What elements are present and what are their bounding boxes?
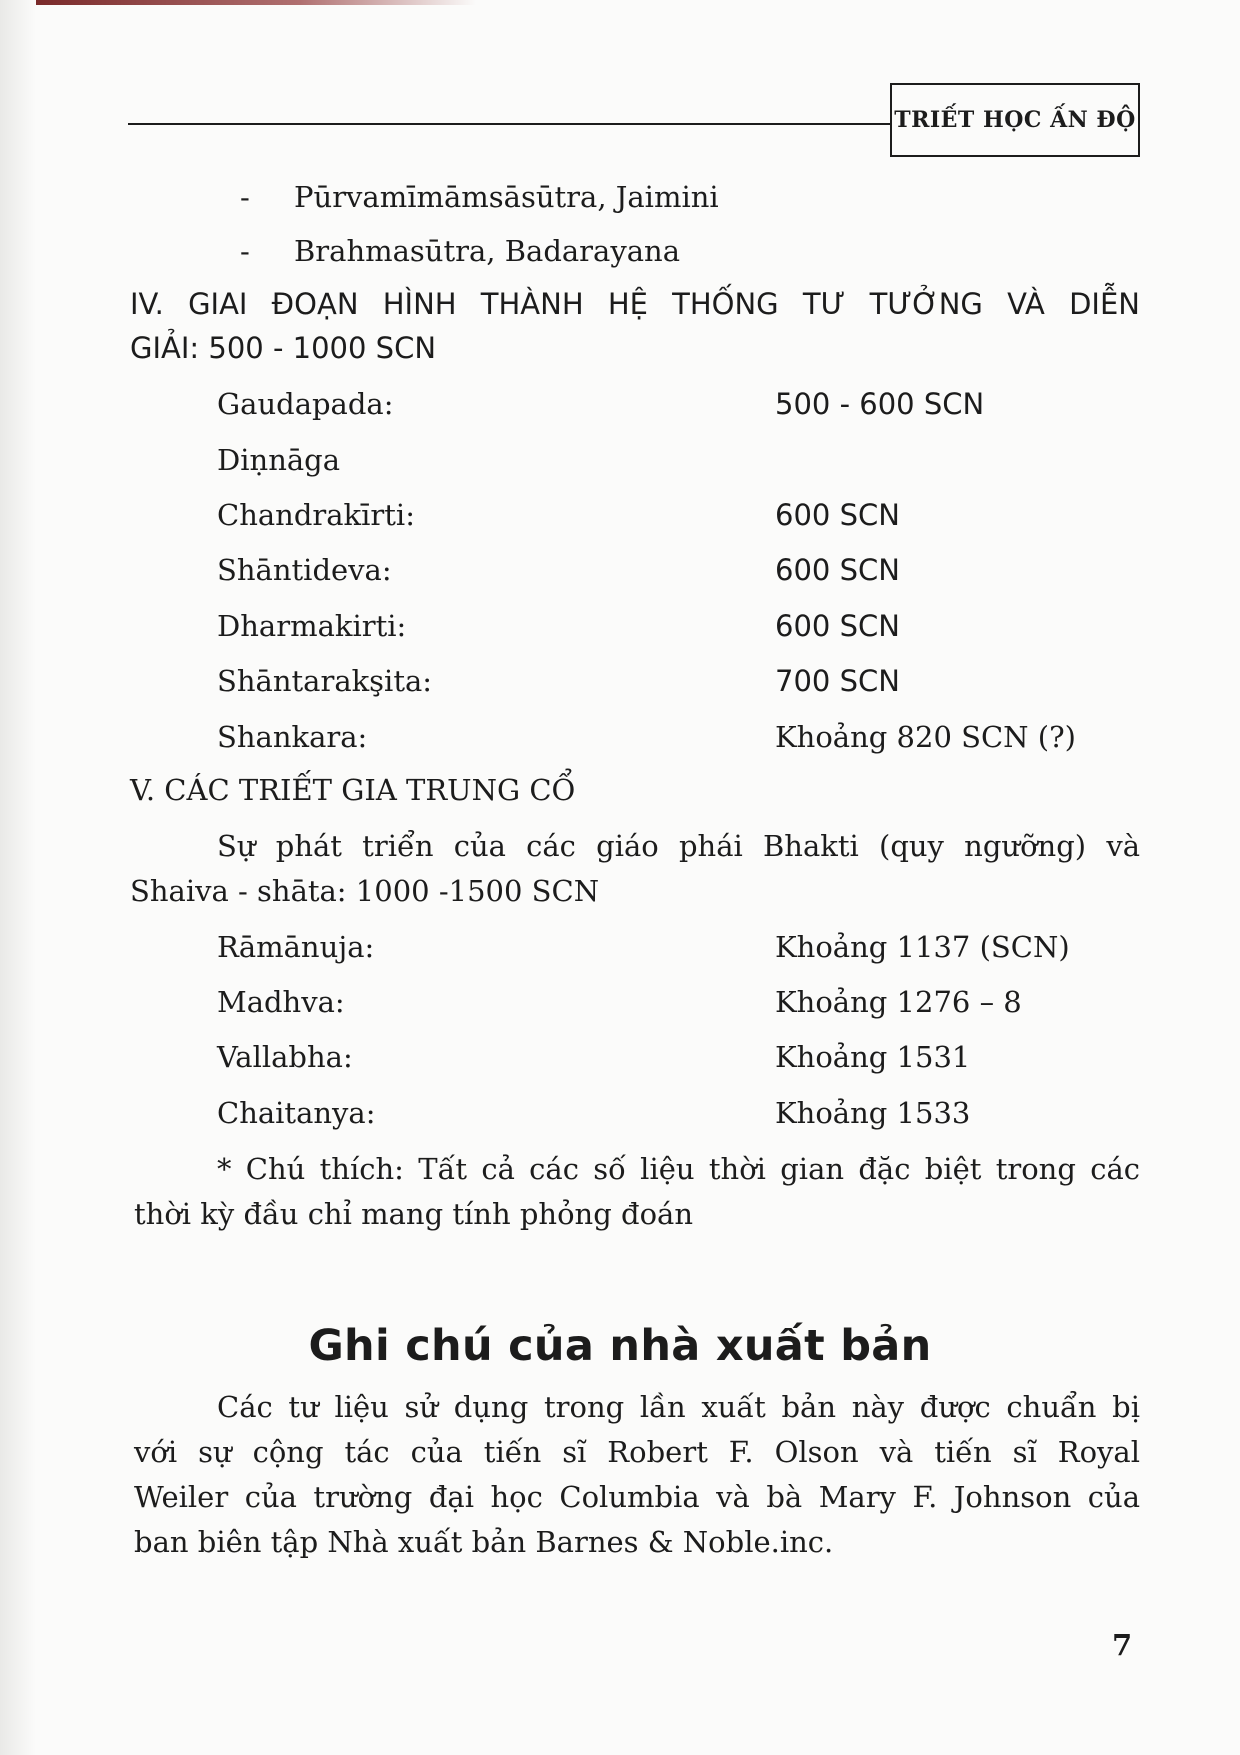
philosopher-date: Khoảng 1276 – 8 (775, 985, 1022, 1019)
philosopher-name: Vallabha: (217, 1040, 353, 1074)
publisher-note-line: ban biên tập Nhà xuất bản Barnes & Noble.inc. (134, 1525, 834, 1559)
page-number: 7 (1112, 1628, 1133, 1662)
page-top-edge (36, 0, 476, 5)
philosopher-date: Khoảng 1531 (775, 1040, 971, 1074)
running-header: TRIẾT HỌC ẤN ĐỘ (890, 83, 1140, 157)
publisher-note-title: Ghi chú của nhà xuất bản (308, 1321, 932, 1371)
publisher-note-line: Weiler của trường đại học Columbia và bà Mary F. Johnson của (134, 1480, 1140, 1514)
publisher-note-line: Các tư liệu sử dụng trong lần xuất bản này được chuẩn bị (217, 1390, 1140, 1424)
philosopher-name: Diṇnāga (217, 443, 341, 477)
philosopher-name: Shankara: (217, 720, 368, 754)
philosopher-date: Khoảng 1533 (775, 1096, 971, 1130)
philosopher-date: 600 SCN (775, 553, 900, 587)
philosopher-date: 500 - 600 SCN (775, 387, 985, 421)
section-v-intro: Sự phát triển của các giáo phái Bhakti (quy ngưỡng) và (217, 829, 1140, 863)
philosopher-date: Khoảng 1137 (SCN) (775, 930, 1070, 964)
philosopher-name: Chaitanya: (217, 1096, 376, 1130)
footnote: * Chú thích: Tất cả các số liệu thời gian đặc biệt trong các (217, 1152, 1140, 1186)
philosopher-date: Khoảng 820 SCN (?) (775, 720, 1076, 754)
page-gutter-shadow (0, 0, 36, 1755)
sutra-item: Pūrvamīmāmsāsūtra, Jaimini (294, 180, 719, 214)
section-v-intro-cont: Shaiva - shāta: 1000 -1500 SCN (130, 874, 600, 908)
philosopher-name: Shāntarakşita: (217, 664, 433, 698)
philosopher-date: 600 SCN (775, 498, 900, 532)
list-dash: - (240, 180, 250, 214)
sutra-item: Brahmasūtra, Badarayana (294, 234, 680, 268)
section-iv-heading-cont: GIẢI: 500 - 1000 SCN (130, 331, 437, 365)
philosopher-name: Rāmānuja: (217, 930, 375, 964)
publisher-note-line: với sự cộng tác của tiến sĩ Robert F. Olson và tiến sĩ Royal (134, 1435, 1140, 1469)
section-v-heading: V. CÁC TRIẾT GIA TRUNG CỔ (130, 773, 576, 807)
philosopher-name: Shāntideva: (217, 553, 392, 587)
philosopher-date: 700 SCN (775, 664, 900, 698)
section-iv-heading: IV. GIAI ĐOẠN HÌNH THÀNH HỆ THỐNG TƯ TƯỞNG VÀ DIỄN (130, 287, 1140, 321)
philosopher-name: Madhva: (217, 985, 345, 1019)
philosopher-name: Gaudapada: (217, 387, 394, 421)
list-dash: - (240, 234, 250, 268)
header-rule (128, 123, 890, 125)
philosopher-name: Chandrakīrti: (217, 498, 415, 532)
philosopher-date: 600 SCN (775, 609, 900, 643)
philosopher-name: Dharmakirti: (217, 609, 407, 643)
footnote-cont: thời kỳ đầu chỉ mang tính phỏng đoán (134, 1197, 694, 1231)
